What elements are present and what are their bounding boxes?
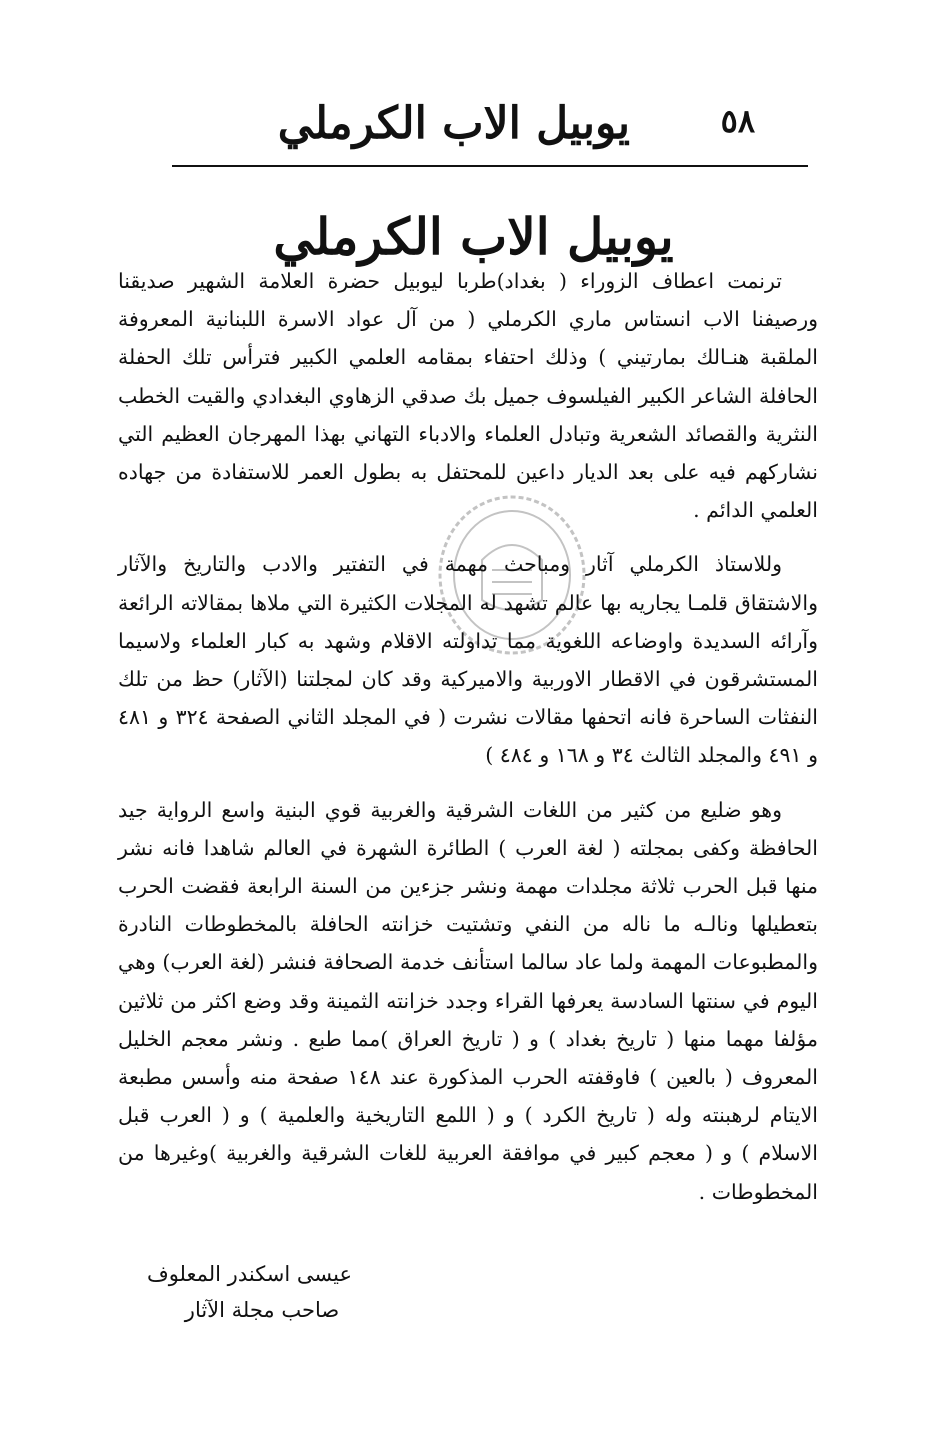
page-number: ٥٨ [720,102,755,140]
header-rule [172,165,808,167]
paragraph-intro: ترنمت اعطاف الزوراء ( بغداد)طربا ليوبيل حضرة العلامة الشهير صديقنا ورصيفنا الاب انستاس ماري الكرملي ( من آل عواد الاسرة اللبنانية المعروفة الملقبة هنـالك بمارتيني ) وذلك احتفاء بمقامه العلمي الكبير فترأس تلك الحفلة الحافلة الشاعر الكبير الفيلسوف جميل بك صدقي الزهاوي البغدادي والقيت الخطب النثرية والقصائد الشعرية وتبادل العلماء والادباء التهاني بهذا المهرجان العظيم التي نشاركهم فيه على بعد الديار داعين للمحتفل به بطول العمر للاستفادة من جهاده العلمي الدائم . [118,269,818,523]
paragraph-journal: وهو ضليع من كثير من اللغات الشرقية والغربية قوي البنية واسع الرواية جيد الحافظة وكفى بمجلته ( لغة العرب ) الطائرة الشهرة في العالم شاهدا فانه نشر منها قبل الحرب ثلاثة مجلدات مهمة ونشر جزءين من السنة الرابعة فقضت الحرب بتعطيلها ونالـه ما ناله من النفي وتشتيت خزانته الحافلة بالمخطوطات النادرة والمطبوعات المهمة ولما عاد سالما استأنف خدمة الصحافة فنشر (لغة العرب) وهي اليوم في سنتها السادسة يعرفها القراء وجدد خزانته الثمينة وقد وضع اكثر من ثلاثين مؤلفا مهما منها ( تاريخ بغداد ) و ( تاريخ العراق )مما طبع . ونشر معجم الخليل المعروف ( بالعين ) فاوقفته الحرب المذكورة عند ١٤٨ صفحة منه وأسس مطبعة الايتام لرهبنته وله ( تاريخ الكرد ) و ( اللمع التاريخية والعلمية ) و ( العرب قبل الاسلام ) و ( معجم كبير في موافقة العربية للغات الشرقية والغربية )وغيرها من المخطوطات . [118,797,818,1204]
page-header [170,92,810,162]
article-body [118,262,818,1211]
running-title: يوبيل الاب الكرملي [277,98,630,149]
signature-name: عيسى اسكندر المعلوف [146,1262,352,1286]
signature-block [146,1256,352,1328]
paragraph-works: وللاستاذ الكرملي آثار ومباحث مهمة في التفتير والادب والتاريخ والآثار والاشتقاق قلمـا يجاريه بها عالم تشهد له المجلات الكثيرة التي ملاها بمقالاته الرائعة وآرائه السديدة واوضاعه اللغوية مما تداولته الاقلام وشهد به كبار العلماء ولاسيما المستشرقون في الاقطار الاوربية والاميركية وقد كان لمجلتنا (الآثار) حظ من تلك النفثات الساحرة فانه اتحفها مقالات نشرت ( في المجلد الثاني الصفحة ٣٢٤ و ٤٨١ و ٤٩١ والمجلد الثالث ٣٤ و ١٦٨ و ٤٨٤ ) [118,552,818,768]
signature-role: صاحب مجلة الآثار [184,1298,340,1322]
article-title: يوبيل الاب الكرملي [273,207,674,266]
